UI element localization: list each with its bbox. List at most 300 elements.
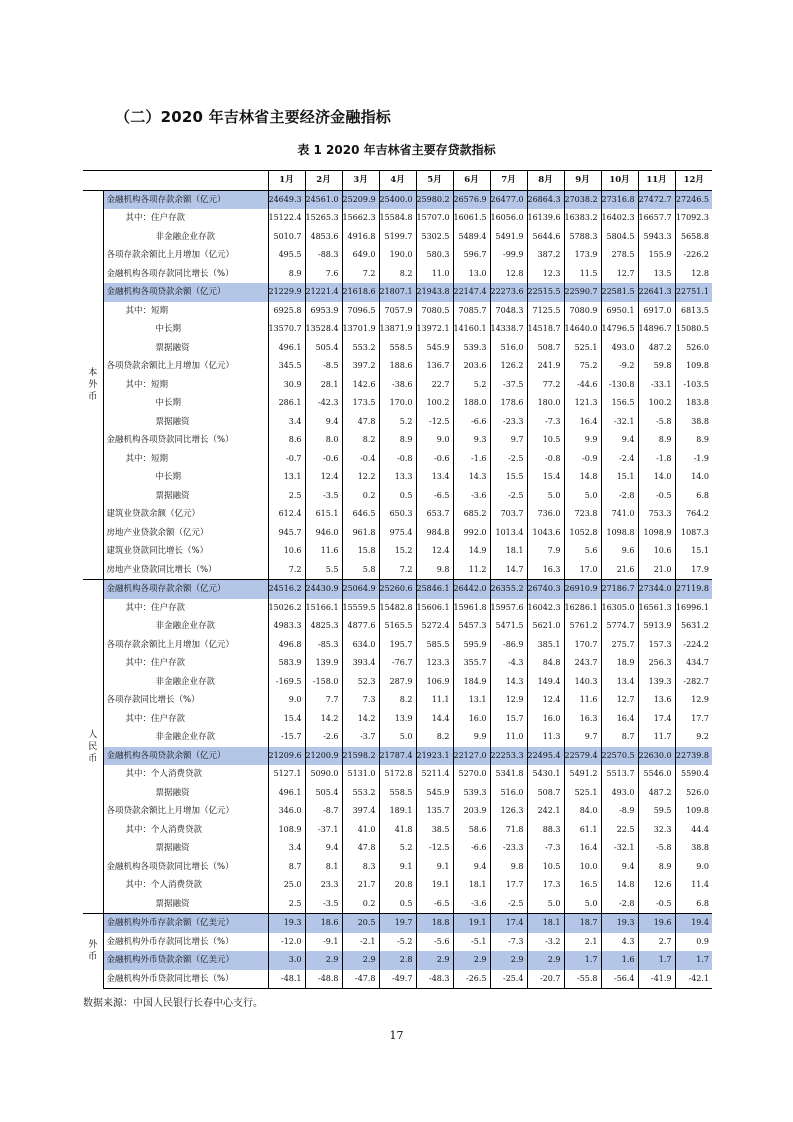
- table-cell: 15.4: [527, 468, 564, 487]
- table-row: [83, 933, 712, 952]
- table-cell: -5.8: [638, 413, 675, 432]
- table-cell: -86.9: [490, 636, 527, 655]
- row-label: 非金融企业存款: [155, 676, 216, 687]
- table-cell: 15482.8: [379, 599, 416, 618]
- table-cell: 16.4: [564, 839, 601, 858]
- month-header: 7月: [490, 171, 527, 191]
- table-row: [83, 431, 712, 450]
- table-cell: 241.9: [527, 357, 564, 376]
- table-cell: 5590.4: [675, 765, 712, 784]
- table-cell: 22.7: [416, 376, 453, 395]
- table-cell: 24430.9: [305, 580, 342, 599]
- row-label: 金融机构各项存款同比增长（%）: [106, 268, 234, 279]
- table-cell: 13.4: [601, 673, 638, 692]
- row-label: 金融机构外币存款余额（亿美元）: [103, 914, 268, 933]
- table-cell: 508.7: [527, 784, 564, 803]
- table-row: [83, 394, 712, 413]
- table-cell: 18.7: [564, 914, 601, 933]
- table-cell: 580.3: [416, 246, 453, 265]
- table-cell: -3.6: [453, 895, 490, 914]
- table-cell: 741.0: [601, 505, 638, 524]
- table-cell: 16286.1: [564, 599, 601, 618]
- table-cell: 25980.2: [416, 190, 453, 209]
- table-cell: 5631.2: [675, 617, 712, 636]
- table-cell: 32.3: [638, 821, 675, 840]
- table-cell: 595.9: [453, 636, 490, 655]
- table-cell: 9.4: [601, 858, 638, 877]
- table-cell: 1087.3: [675, 524, 712, 543]
- table-cell: 8.6: [268, 431, 305, 450]
- group-label: 本外币: [83, 190, 103, 580]
- table-cell: 18.9: [601, 654, 638, 673]
- table-cell: 5489.4: [453, 228, 490, 247]
- table-cell: 11.7: [638, 728, 675, 747]
- row-label: 中长期: [155, 324, 182, 335]
- table-cell: -2.5: [490, 487, 527, 506]
- table-cell: 21229.9: [268, 283, 305, 302]
- table-cell: 27472.7: [638, 190, 675, 209]
- table-cell: 496.1: [268, 784, 305, 803]
- table-cell: 123.3: [416, 654, 453, 673]
- table-cell: 24516.2: [268, 580, 305, 599]
- table-cell: -44.6: [564, 376, 601, 395]
- row-label: 其中：住户存款: [125, 602, 186, 613]
- table-cell: 126.2: [490, 357, 527, 376]
- row-label: 票据融资: [155, 342, 190, 353]
- table-cell: 100.2: [416, 394, 453, 413]
- table-cell: 7.9: [527, 542, 564, 561]
- table-cell: -38.6: [379, 376, 416, 395]
- table-row: [83, 302, 712, 321]
- table-cell: 4853.6: [305, 228, 342, 247]
- table-cell: 188.6: [379, 357, 416, 376]
- table-cell: -6.5: [416, 487, 453, 506]
- table-cell: 47.8: [342, 839, 379, 858]
- row-label: 金融机构外币存款同比增长（%）: [106, 936, 234, 947]
- table-cell: 15265.3: [305, 209, 342, 228]
- table-cell: 184.9: [453, 673, 490, 692]
- table-row: [83, 784, 712, 803]
- table-cell: 8.2: [342, 431, 379, 450]
- table-cell: 22253.3: [490, 747, 527, 766]
- table-cell: -48.1: [268, 970, 305, 989]
- table-cell: -224.2: [675, 636, 712, 655]
- table-cell: 126.3: [490, 802, 527, 821]
- table-cell: 5127.1: [268, 765, 305, 784]
- table-cell: 15606.1: [416, 599, 453, 618]
- table-cell: 558.5: [379, 339, 416, 358]
- table-cell: 15026.2: [268, 599, 305, 618]
- table-cell: -7.3: [490, 933, 527, 952]
- table-cell: 7.6: [305, 265, 342, 284]
- month-header: 5月: [416, 171, 453, 191]
- row-label: 中长期: [155, 472, 182, 483]
- table-cell: -2.8: [601, 895, 638, 914]
- table-cell: 5.0: [379, 728, 416, 747]
- month-header: 10月: [601, 171, 638, 191]
- table-cell: 13.9: [379, 710, 416, 729]
- table-cell: 12.9: [675, 691, 712, 710]
- table-cell: 71.8: [490, 821, 527, 840]
- table-cell: 6.8: [675, 487, 712, 506]
- table-cell: 84.0: [564, 802, 601, 821]
- row-label: 各项贷款余额比上月增加（亿元）: [106, 361, 235, 372]
- table-cell: 5010.7: [268, 228, 305, 247]
- table-cell: 5658.8: [675, 228, 712, 247]
- table-cell: 4916.8: [342, 228, 379, 247]
- table-cell: 4825.3: [305, 617, 342, 636]
- table-cell: 496.1: [268, 339, 305, 358]
- row-label: 其中：短期: [125, 453, 169, 464]
- table-cell: 157.3: [638, 636, 675, 655]
- table-row: [83, 413, 712, 432]
- table-cell: 180.0: [527, 394, 564, 413]
- table-cell: 21200.9: [305, 747, 342, 766]
- table-cell: 5341.8: [490, 765, 527, 784]
- row-label: 票据融资: [155, 843, 190, 854]
- table-cell: 22570.5: [601, 747, 638, 766]
- table-cell: 16657.7: [638, 209, 675, 228]
- table-cell: 5211.4: [416, 765, 453, 784]
- table-cell: 52.3: [342, 673, 379, 692]
- table-cell: 4.3: [601, 933, 638, 952]
- table-cell: -5.8: [638, 839, 675, 858]
- table-cell: 142.6: [342, 376, 379, 395]
- table-cell: -32.1: [601, 839, 638, 858]
- table-cell: 9.4: [453, 858, 490, 877]
- table-cell: 14796.5: [601, 320, 638, 339]
- table-cell: -8.5: [305, 357, 342, 376]
- table-cell: -0.6: [305, 450, 342, 469]
- table-cell: 16061.5: [453, 209, 490, 228]
- table-cell: 15.2: [379, 542, 416, 561]
- table-cell: 13528.4: [305, 320, 342, 339]
- table-cell: -49.7: [379, 970, 416, 989]
- table-row: [83, 970, 712, 989]
- table-cell: 121.3: [564, 394, 601, 413]
- table-cell: 84.8: [527, 654, 564, 673]
- table-cell: -26.5: [453, 970, 490, 989]
- table-cell: 190.0: [379, 246, 416, 265]
- table-cell: 9.1: [416, 858, 453, 877]
- table-cell: 649.0: [342, 246, 379, 265]
- table-row: [83, 561, 712, 580]
- table-cell: -0.8: [527, 450, 564, 469]
- month-header: 11月: [638, 171, 675, 191]
- table-cell: 703.7: [490, 505, 527, 524]
- table-cell: 984.8: [416, 524, 453, 543]
- table-cell: 19.3: [601, 914, 638, 933]
- table-cell: -3.6: [453, 487, 490, 506]
- row-label: 非金融企业存款: [155, 732, 216, 743]
- table-cell: 22147.4: [453, 283, 490, 302]
- table-cell: 17.9: [675, 561, 712, 580]
- table-cell: 21598.2: [342, 747, 379, 766]
- table-cell: 8.9: [268, 265, 305, 284]
- table-cell: 106.9: [416, 673, 453, 692]
- table-cell: 139.3: [638, 673, 675, 692]
- table-cell: 22641.3: [638, 283, 675, 302]
- table-cell: 16561.3: [638, 599, 675, 618]
- table-cell: 14518.7: [527, 320, 564, 339]
- month-header: 8月: [527, 171, 564, 191]
- table-cell: -48.8: [305, 970, 342, 989]
- table-row: [83, 209, 712, 228]
- table-cell: 19.3: [268, 914, 305, 933]
- table-cell: 15961.8: [453, 599, 490, 618]
- table-cell: -56.4: [601, 970, 638, 989]
- table-cell: 539.3: [453, 339, 490, 358]
- table-cell: 9.8: [490, 858, 527, 877]
- table-cell: -1.8: [638, 450, 675, 469]
- table-cell: -7.3: [527, 413, 564, 432]
- table-cell: -2.8: [601, 487, 638, 506]
- table-cell: -76.7: [379, 654, 416, 673]
- table-cell: 25846.1: [416, 580, 453, 599]
- table-cell: 5.0: [527, 487, 564, 506]
- table-cell: 6.8: [675, 895, 712, 914]
- table-cell: 26355.2: [490, 580, 527, 599]
- table-cell: 243.7: [564, 654, 601, 673]
- table-cell: 0.9: [675, 933, 712, 952]
- table-cell: -226.2: [675, 246, 712, 265]
- table-cell: 434.7: [675, 654, 712, 673]
- table-cell: 8.2: [379, 265, 416, 284]
- table-cell: 14.4: [416, 710, 453, 729]
- table-cell: 2.9: [453, 951, 490, 970]
- table-cell: 100.2: [638, 394, 675, 413]
- table-cell: 21.6: [601, 561, 638, 580]
- table-cell: 26477.0: [490, 190, 527, 209]
- table-cell: 27186.7: [601, 580, 638, 599]
- table-cell: -6.6: [453, 839, 490, 858]
- table-cell: 16383.2: [564, 209, 601, 228]
- table-cell: 30.9: [268, 376, 305, 395]
- table-cell: 5.5: [305, 561, 342, 580]
- table-cell: 22751.1: [675, 283, 712, 302]
- table-row: [83, 265, 712, 284]
- month-header: 1月: [268, 171, 305, 191]
- table-row: [83, 339, 712, 358]
- table-cell: 9.7: [490, 431, 527, 450]
- table-cell: 9.0: [268, 691, 305, 710]
- table-cell: 8.2: [379, 691, 416, 710]
- table-cell: 13871.9: [379, 320, 416, 339]
- table-row: [83, 858, 712, 877]
- table-cell: 11.0: [416, 265, 453, 284]
- table-cell: 945.7: [268, 524, 305, 543]
- table-cell: 13.1: [268, 468, 305, 487]
- table-row: [83, 505, 712, 524]
- table-cell: 8.7: [268, 858, 305, 877]
- row-label: 票据融资: [155, 490, 190, 501]
- table-cell: -2.4: [601, 450, 638, 469]
- table-cell: 5761.2: [564, 617, 601, 636]
- row-label: 非金融企业存款: [155, 231, 216, 242]
- table-cell: -25.4: [490, 970, 527, 989]
- table-cell: 16.4: [564, 413, 601, 432]
- table-cell: 19.1: [453, 914, 490, 933]
- table-row: [83, 951, 712, 970]
- table-cell: 5471.5: [490, 617, 527, 636]
- table-row: [83, 468, 712, 487]
- table-cell: -1.6: [453, 450, 490, 469]
- table-cell: 21.7: [342, 876, 379, 895]
- table-cell: 12.3: [527, 265, 564, 284]
- table-cell: 140.3: [564, 673, 601, 692]
- table-cell: 5.0: [564, 895, 601, 914]
- table-cell: 38.8: [675, 839, 712, 858]
- table-cell: 24561.0: [305, 190, 342, 209]
- table-cell: 685.2: [453, 505, 490, 524]
- table-cell: 7085.7: [453, 302, 490, 321]
- table-cell: 7080.5: [416, 302, 453, 321]
- table-cell: 505.4: [305, 339, 342, 358]
- table-cell: 5.2: [379, 413, 416, 432]
- table-cell: 13972.1: [416, 320, 453, 339]
- table-cell: 16.4: [601, 710, 638, 729]
- row-label: 其中：个人消费贷款: [125, 769, 203, 780]
- table-cell: 20.5: [342, 914, 379, 933]
- table-cell: -0.9: [564, 450, 601, 469]
- table-cell: 5270.0: [453, 765, 490, 784]
- table-cell: -9.1: [305, 933, 342, 952]
- table-cell: 5546.0: [638, 765, 675, 784]
- table-cell: 13.0: [453, 265, 490, 284]
- table-cell: 109.8: [675, 357, 712, 376]
- table-cell: 17.4: [638, 710, 675, 729]
- table-row: [83, 636, 712, 655]
- table-cell: 14.8: [601, 876, 638, 895]
- table-cell: 764.2: [675, 505, 712, 524]
- table-cell: 59.8: [638, 357, 675, 376]
- table-cell: 16139.6: [527, 209, 564, 228]
- table-row: [83, 357, 712, 376]
- source-note: 数据来源：中国人民银行长春中心支行。: [83, 998, 263, 1009]
- table-cell: 14338.7: [490, 320, 527, 339]
- table-cell: 9.0: [675, 858, 712, 877]
- table-cell: 1.6: [601, 951, 638, 970]
- table-cell: 25.0: [268, 876, 305, 895]
- table-cell: 47.8: [342, 413, 379, 432]
- table-cell: 5.2: [379, 839, 416, 858]
- table-cell: 8.0: [305, 431, 342, 450]
- table-cell: 19.7: [379, 914, 416, 933]
- table-cell: 505.4: [305, 784, 342, 803]
- table-row: [83, 228, 712, 247]
- table-body: [83, 190, 712, 989]
- table-cell: 2.9: [527, 951, 564, 970]
- table-row: [83, 876, 712, 895]
- table-cell: 553.2: [342, 339, 379, 358]
- table-cell: 21209.6: [268, 747, 305, 766]
- table-cell: 15.1: [675, 542, 712, 561]
- table-cell: -23.3: [490, 839, 527, 858]
- table-cell: 15957.6: [490, 599, 527, 618]
- table-cell: -158.0: [305, 673, 342, 692]
- table-cell: 1.7: [638, 951, 675, 970]
- table-cell: -15.7: [268, 728, 305, 747]
- table-cell: 526.0: [675, 339, 712, 358]
- table-cell: -37.5: [490, 376, 527, 395]
- table-cell: 10.6: [268, 542, 305, 561]
- table-cell: 12.4: [527, 691, 564, 710]
- table-cell: 19.1: [416, 876, 453, 895]
- table-cell: 5090.0: [305, 765, 342, 784]
- table-cell: 2.1: [564, 933, 601, 952]
- table-cell: -32.1: [601, 413, 638, 432]
- table-cell: 12.4: [416, 542, 453, 561]
- table-cell: 9.6: [601, 542, 638, 561]
- table-cell: 26442.0: [453, 580, 490, 599]
- table-cell: 28.1: [305, 376, 342, 395]
- table-cell: 38.8: [675, 413, 712, 432]
- table-row: [83, 821, 712, 840]
- table-cell: 12.6: [638, 876, 675, 895]
- table-cell: 3.4: [268, 413, 305, 432]
- table-cell: -12.0: [268, 933, 305, 952]
- table-cell: 487.2: [638, 339, 675, 358]
- table-cell: 15.7: [490, 710, 527, 729]
- table-cell: 5199.7: [379, 228, 416, 247]
- table-cell: 188.0: [453, 394, 490, 413]
- table-cell: 526.0: [675, 784, 712, 803]
- table-row: [83, 914, 712, 933]
- table-cell: 385.1: [527, 636, 564, 655]
- table-cell: 16305.0: [601, 599, 638, 618]
- table-cell: 22590.7: [564, 283, 601, 302]
- table-cell: -8.7: [305, 802, 342, 821]
- table-cell: 6917.0: [638, 302, 675, 321]
- table-cell: 8.3: [342, 858, 379, 877]
- table-cell: 7048.3: [490, 302, 527, 321]
- table-cell: 493.0: [601, 339, 638, 358]
- table-cell: -88.3: [305, 246, 342, 265]
- table-cell: 615.1: [305, 505, 342, 524]
- table-cell: -5.2: [379, 933, 416, 952]
- table-cell: 8.9: [638, 858, 675, 877]
- table-cell: 612.4: [268, 505, 305, 524]
- table-cell: 14.0: [638, 468, 675, 487]
- table-cell: 26864.3: [527, 190, 564, 209]
- table-cell: 18.6: [305, 914, 342, 933]
- table-cell: 496.8: [268, 636, 305, 655]
- table-cell: 1.7: [564, 951, 601, 970]
- table-row: [83, 190, 712, 209]
- table-cell: 516.0: [490, 784, 527, 803]
- table-cell: 5.0: [527, 895, 564, 914]
- table-cell: 634.0: [342, 636, 379, 655]
- table-cell: 16.3: [564, 710, 601, 729]
- table-cell: 26740.3: [527, 580, 564, 599]
- table-cell: 16.0: [453, 710, 490, 729]
- table-cell: -1.9: [675, 450, 712, 469]
- table-cell: 2.5: [268, 487, 305, 506]
- table-cell: 25260.6: [379, 580, 416, 599]
- table-cell: -20.7: [527, 970, 564, 989]
- table-cell: 7057.9: [379, 302, 416, 321]
- table-cell: 539.3: [453, 784, 490, 803]
- table-cell: 170.0: [379, 394, 416, 413]
- row-label: 各项贷款余额比上月增加（亿元）: [106, 806, 235, 817]
- table-cell: -99.9: [490, 246, 527, 265]
- table-cell: -0.8: [379, 450, 416, 469]
- table-cell: 27246.5: [675, 190, 712, 209]
- table-cell: 14.2: [305, 710, 342, 729]
- table-row: [83, 802, 712, 821]
- table-cell: 3.4: [268, 839, 305, 858]
- table-cell: -2.5: [490, 450, 527, 469]
